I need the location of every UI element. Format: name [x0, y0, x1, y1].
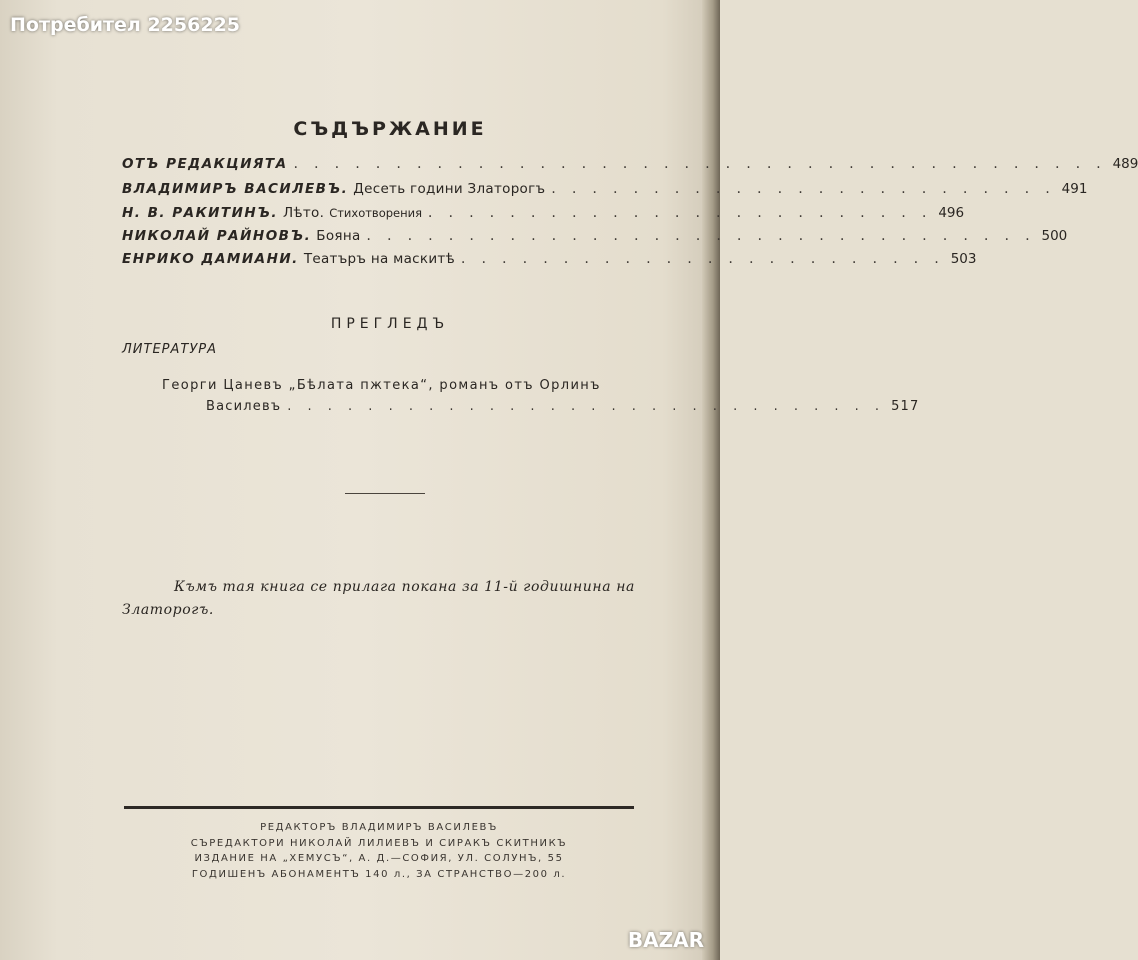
toc-page: 496: [938, 205, 965, 221]
leader-dots: . . . . . . . . . . . . . . . . . . . . . . . . . . . . . . . . . . . . . . . .: [293, 156, 1107, 172]
toc-row: [122, 251, 977, 273]
review-rubric: ЛИТЕРАТУРА: [122, 342, 217, 357]
leader-dots: . . . . . . . . . . . . . . . . . . . . . . . . .: [551, 181, 1056, 197]
imprint-rule: [124, 806, 634, 809]
review-entry-line: [206, 399, 920, 414]
toc-author: ЕНРИКО ДАМИАНИ.: [122, 251, 299, 267]
review-entry-author: Василевъ: [206, 399, 282, 414]
user-watermark: Потребител 2256225: [10, 14, 241, 36]
bazar-logo: BAZAR: [627, 928, 704, 952]
toc-page: 503: [950, 251, 977, 267]
toc-author: ОТЪ РЕДАКЦИЯТА: [122, 156, 288, 172]
insert-note: Къмъ тая книга се прилага покана за 11-й годишнина на Златорогъ.: [122, 579, 635, 618]
review-page: 517: [891, 399, 920, 414]
leader-dots: . . . . . . . . . . . . . . . . . . . . . . . . .: [428, 205, 933, 221]
imprint-line: ГОДИШЕНЪ АБОНАМЕНТЪ 140 л., ЗА СТРАНСТВО—200 л.: [191, 868, 567, 880]
page-edge: [702, 0, 720, 960]
leader-dots: . . . . . . . . . . . . . . . . . . . . . . . . . . . . . . . . .: [366, 228, 1036, 244]
toc-author: ВЛАДИМИРЪ ВАСИЛЕВЪ.: [122, 181, 349, 197]
review-entry-line: Георги Цаневъ „Бѣлата пжтека“, романъ отъ Орлинъ: [162, 378, 601, 393]
toc-work: Театъръ на маскитѣ: [303, 251, 455, 267]
toc-work: Лѣто.: [283, 205, 325, 221]
toc-author: НИКОЛАЙ РАЙНОВЪ.: [122, 228, 312, 244]
toc-row: [122, 156, 1138, 178]
imprint-line: ИЗДАНИЕ НА „ХЕМУСЪ“, А. Д.—СОФИЯ, УЛ. СОЛУНЪ, 55: [194, 853, 564, 864]
toc-row: [122, 205, 965, 227]
imprint-block: [124, 820, 634, 882]
toc-row: [122, 228, 1068, 250]
imprint-line: СЪРЕДАКТОРИ НИКОЛАЙ ЛИЛИЕВЪ И СИРАКЪ СКИТНИКЪ: [190, 837, 568, 849]
toc-work: Десеть години Златорогъ: [353, 181, 546, 197]
toc-row: [122, 181, 1088, 203]
toc-page: 500: [1041, 228, 1068, 244]
toc-page: 489: [1112, 156, 1138, 172]
toc-page: 491: [1061, 181, 1088, 197]
contents-title: СЪДЪРЖАНИЕ: [293, 118, 487, 140]
toc-work: Бояна: [316, 228, 361, 244]
toc-work-subtitle: Стихотворения: [329, 206, 423, 220]
section-divider: [345, 493, 425, 494]
toc-author: Н. В. РАКИТИНЪ.: [122, 205, 279, 221]
leader-dots: . . . . . . . . . . . . . . . . . . . . . . . .: [460, 251, 945, 267]
review-heading: ПРЕГЛЕДЪ: [330, 316, 450, 332]
leader-dots: . . . . . . . . . . . . . . . . . . . . . . . . . . . . . .: [287, 399, 886, 414]
imprint-line: РЕДАКТОРЪ ВЛАДИМИРЪ ВАСИЛЕВЪ: [260, 822, 498, 833]
